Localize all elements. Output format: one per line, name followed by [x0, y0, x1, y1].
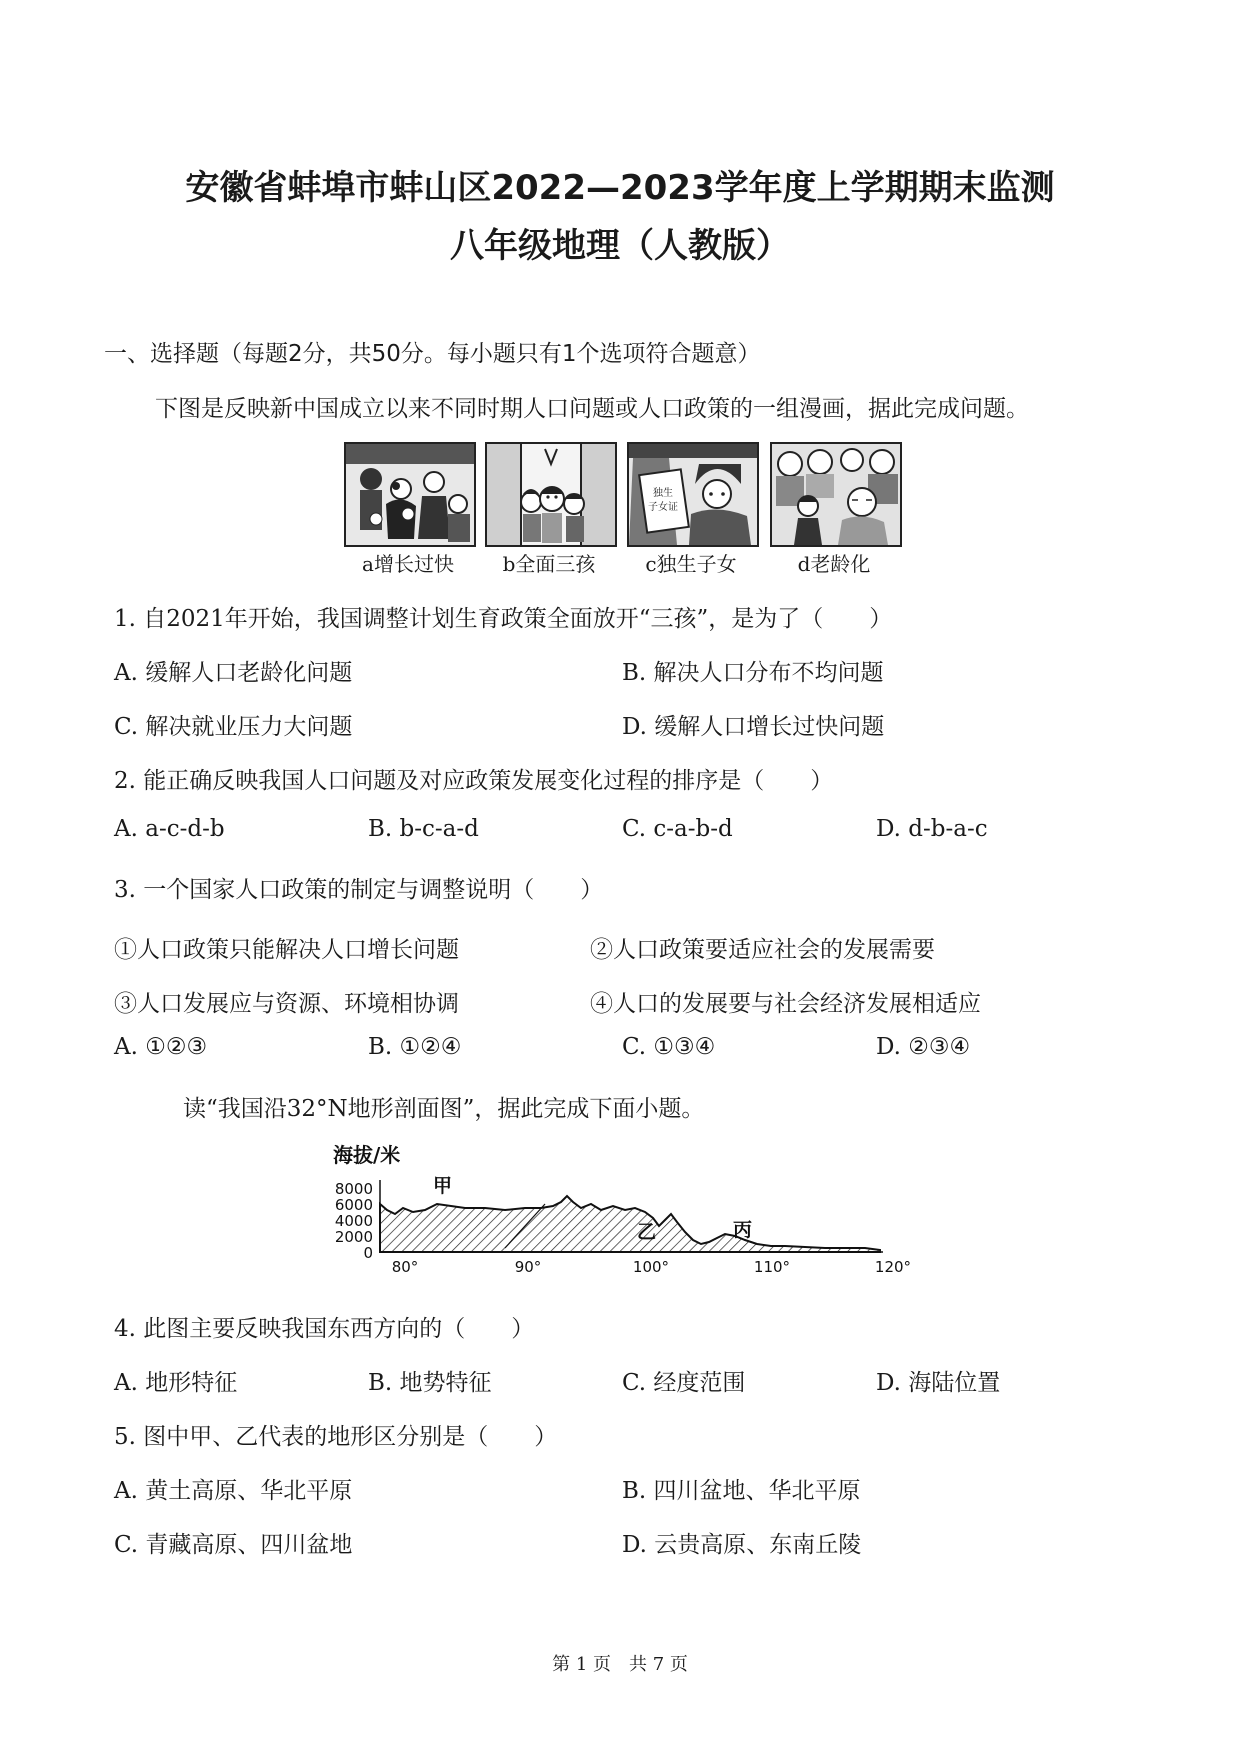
- profile-xtick-80: 80°: [391, 1258, 419, 1276]
- cartoon-b-image: [485, 442, 617, 547]
- page-title: 安徽省蚌埠市蚌山区2022—2023学年度上学期期末监测: [185, 168, 1055, 208]
- cartoon-d-caption: d老龄化: [797, 552, 871, 576]
- question-4-option-d[interactable]: D. 海陆位置: [876, 1370, 1001, 1396]
- cartoon-c-caption: c独生子女: [645, 552, 737, 576]
- certificate-sign-line1: 独生: [653, 488, 673, 499]
- question-5-option-a[interactable]: A. 黄土高原、华北平原: [114, 1478, 353, 1504]
- profile-label-yi: 乙: [637, 1221, 657, 1243]
- question-4-option-c[interactable]: C. 经度范围: [622, 1370, 746, 1396]
- question-3-statement-1: ①人口政策只能解决人口增长问题: [114, 937, 459, 963]
- profile-ylabel: 海拔/米: [333, 1143, 401, 1167]
- profile-ytick-4000: 4000: [334, 1212, 373, 1230]
- cartoon-b-caption: b全面三孩: [502, 552, 596, 576]
- question-5-stem: 5. 图中甲、乙代表的地形区分别是（ ）: [114, 1424, 558, 1450]
- profile-ytick-2000: 2000: [334, 1228, 373, 1246]
- question-1-option-b[interactable]: B. 解决人口分布不均问题: [622, 660, 884, 686]
- terrain-profile-chart: [325, 1140, 925, 1280]
- profile-xtick-120: 120°: [874, 1258, 912, 1276]
- cartoon-c-image: [627, 442, 759, 547]
- page-footer: 第 1 页 共 7 页: [552, 1654, 688, 1675]
- question-1-stem: 1. 自2021年开始，我国调整计划生育政策全面放开“三孩”，是为了（ ）: [114, 606, 893, 632]
- cartoon-d-image: [770, 442, 902, 547]
- question-1-option-a[interactable]: A. 缓解人口老龄化问题: [114, 660, 353, 686]
- certificate-sign-line2: 子女证: [648, 502, 678, 513]
- page-subtitle: 八年级地理（人教版）: [450, 226, 790, 266]
- question-3-option-b[interactable]: B. ①②④: [368, 1034, 462, 1060]
- question-2-option-b[interactable]: B. b-c-a-d: [368, 816, 479, 842]
- profile-label-jia: 甲: [433, 1175, 453, 1197]
- cartoon-intro: 下图是反映新中国成立以来不同时期人口问题或人口政策的一组漫画，据此完成问题。: [155, 396, 1029, 422]
- question-4-stem: 4. 此图主要反映我国东西方向的（ ）: [114, 1316, 535, 1342]
- question-1-option-c[interactable]: C. 解决就业压力大问题: [114, 714, 353, 740]
- question-2-option-d[interactable]: D. d-b-a-c: [876, 816, 988, 842]
- profile-ytick-0: 0: [363, 1244, 373, 1262]
- question-3-stem: 3. 一个国家人口政策的制定与调整说明（ ）: [114, 877, 604, 903]
- question-3-option-c[interactable]: C. ①③④: [622, 1034, 716, 1060]
- profile-intro: 读“我国沿32°N地形剖面图”，据此完成下面小题。: [183, 1096, 705, 1122]
- question-5-option-c[interactable]: C. 青藏高原、四川盆地: [114, 1532, 353, 1558]
- question-3-option-d[interactable]: D. ②③④: [876, 1034, 971, 1060]
- question-5-option-b[interactable]: B. 四川盆地、华北平原: [622, 1478, 861, 1504]
- cartoon-a-caption: a增长过快: [362, 552, 454, 576]
- cartoon-a-image: [344, 442, 476, 547]
- question-1-option-d[interactable]: D. 缓解人口增长过快问题: [622, 714, 885, 740]
- profile-xtick-110: 110°: [753, 1258, 791, 1276]
- question-3-statement-4: ④人口的发展要与社会经济发展相适应: [590, 991, 981, 1017]
- question-2-option-a[interactable]: A. a-c-d-b: [114, 816, 225, 842]
- question-5-option-d[interactable]: D. 云贵高原、东南丘陵: [622, 1532, 862, 1558]
- question-2-stem: 2. 能正确反映我国人口问题及对应政策发展变化过程的排序是（ ）: [114, 768, 834, 794]
- profile-ytick-8000: 8000: [334, 1180, 373, 1198]
- section-heading: 一、选择题（每题2分，共50分。每小题只有1个选项符合题意）: [104, 341, 761, 367]
- question-3-statement-2: ②人口政策要适应社会的发展需要: [590, 937, 935, 963]
- profile-label-bing: 丙: [733, 1219, 753, 1241]
- question-3-statement-3: ③人口发展应与资源、环境相协调: [114, 991, 459, 1017]
- profile-xtick-100: 100°: [632, 1258, 670, 1276]
- question-2-option-c[interactable]: C. c-a-b-d: [622, 816, 733, 842]
- question-4-option-b[interactable]: B. 地势特征: [368, 1370, 492, 1396]
- profile-xtick-90: 90°: [514, 1258, 542, 1276]
- question-3-option-a[interactable]: A. ①②③: [114, 1034, 208, 1060]
- profile-ytick-6000: 6000: [334, 1196, 373, 1214]
- terrain-profile-area: [380, 1196, 880, 1252]
- question-4-option-a[interactable]: A. 地形特征: [114, 1370, 238, 1396]
